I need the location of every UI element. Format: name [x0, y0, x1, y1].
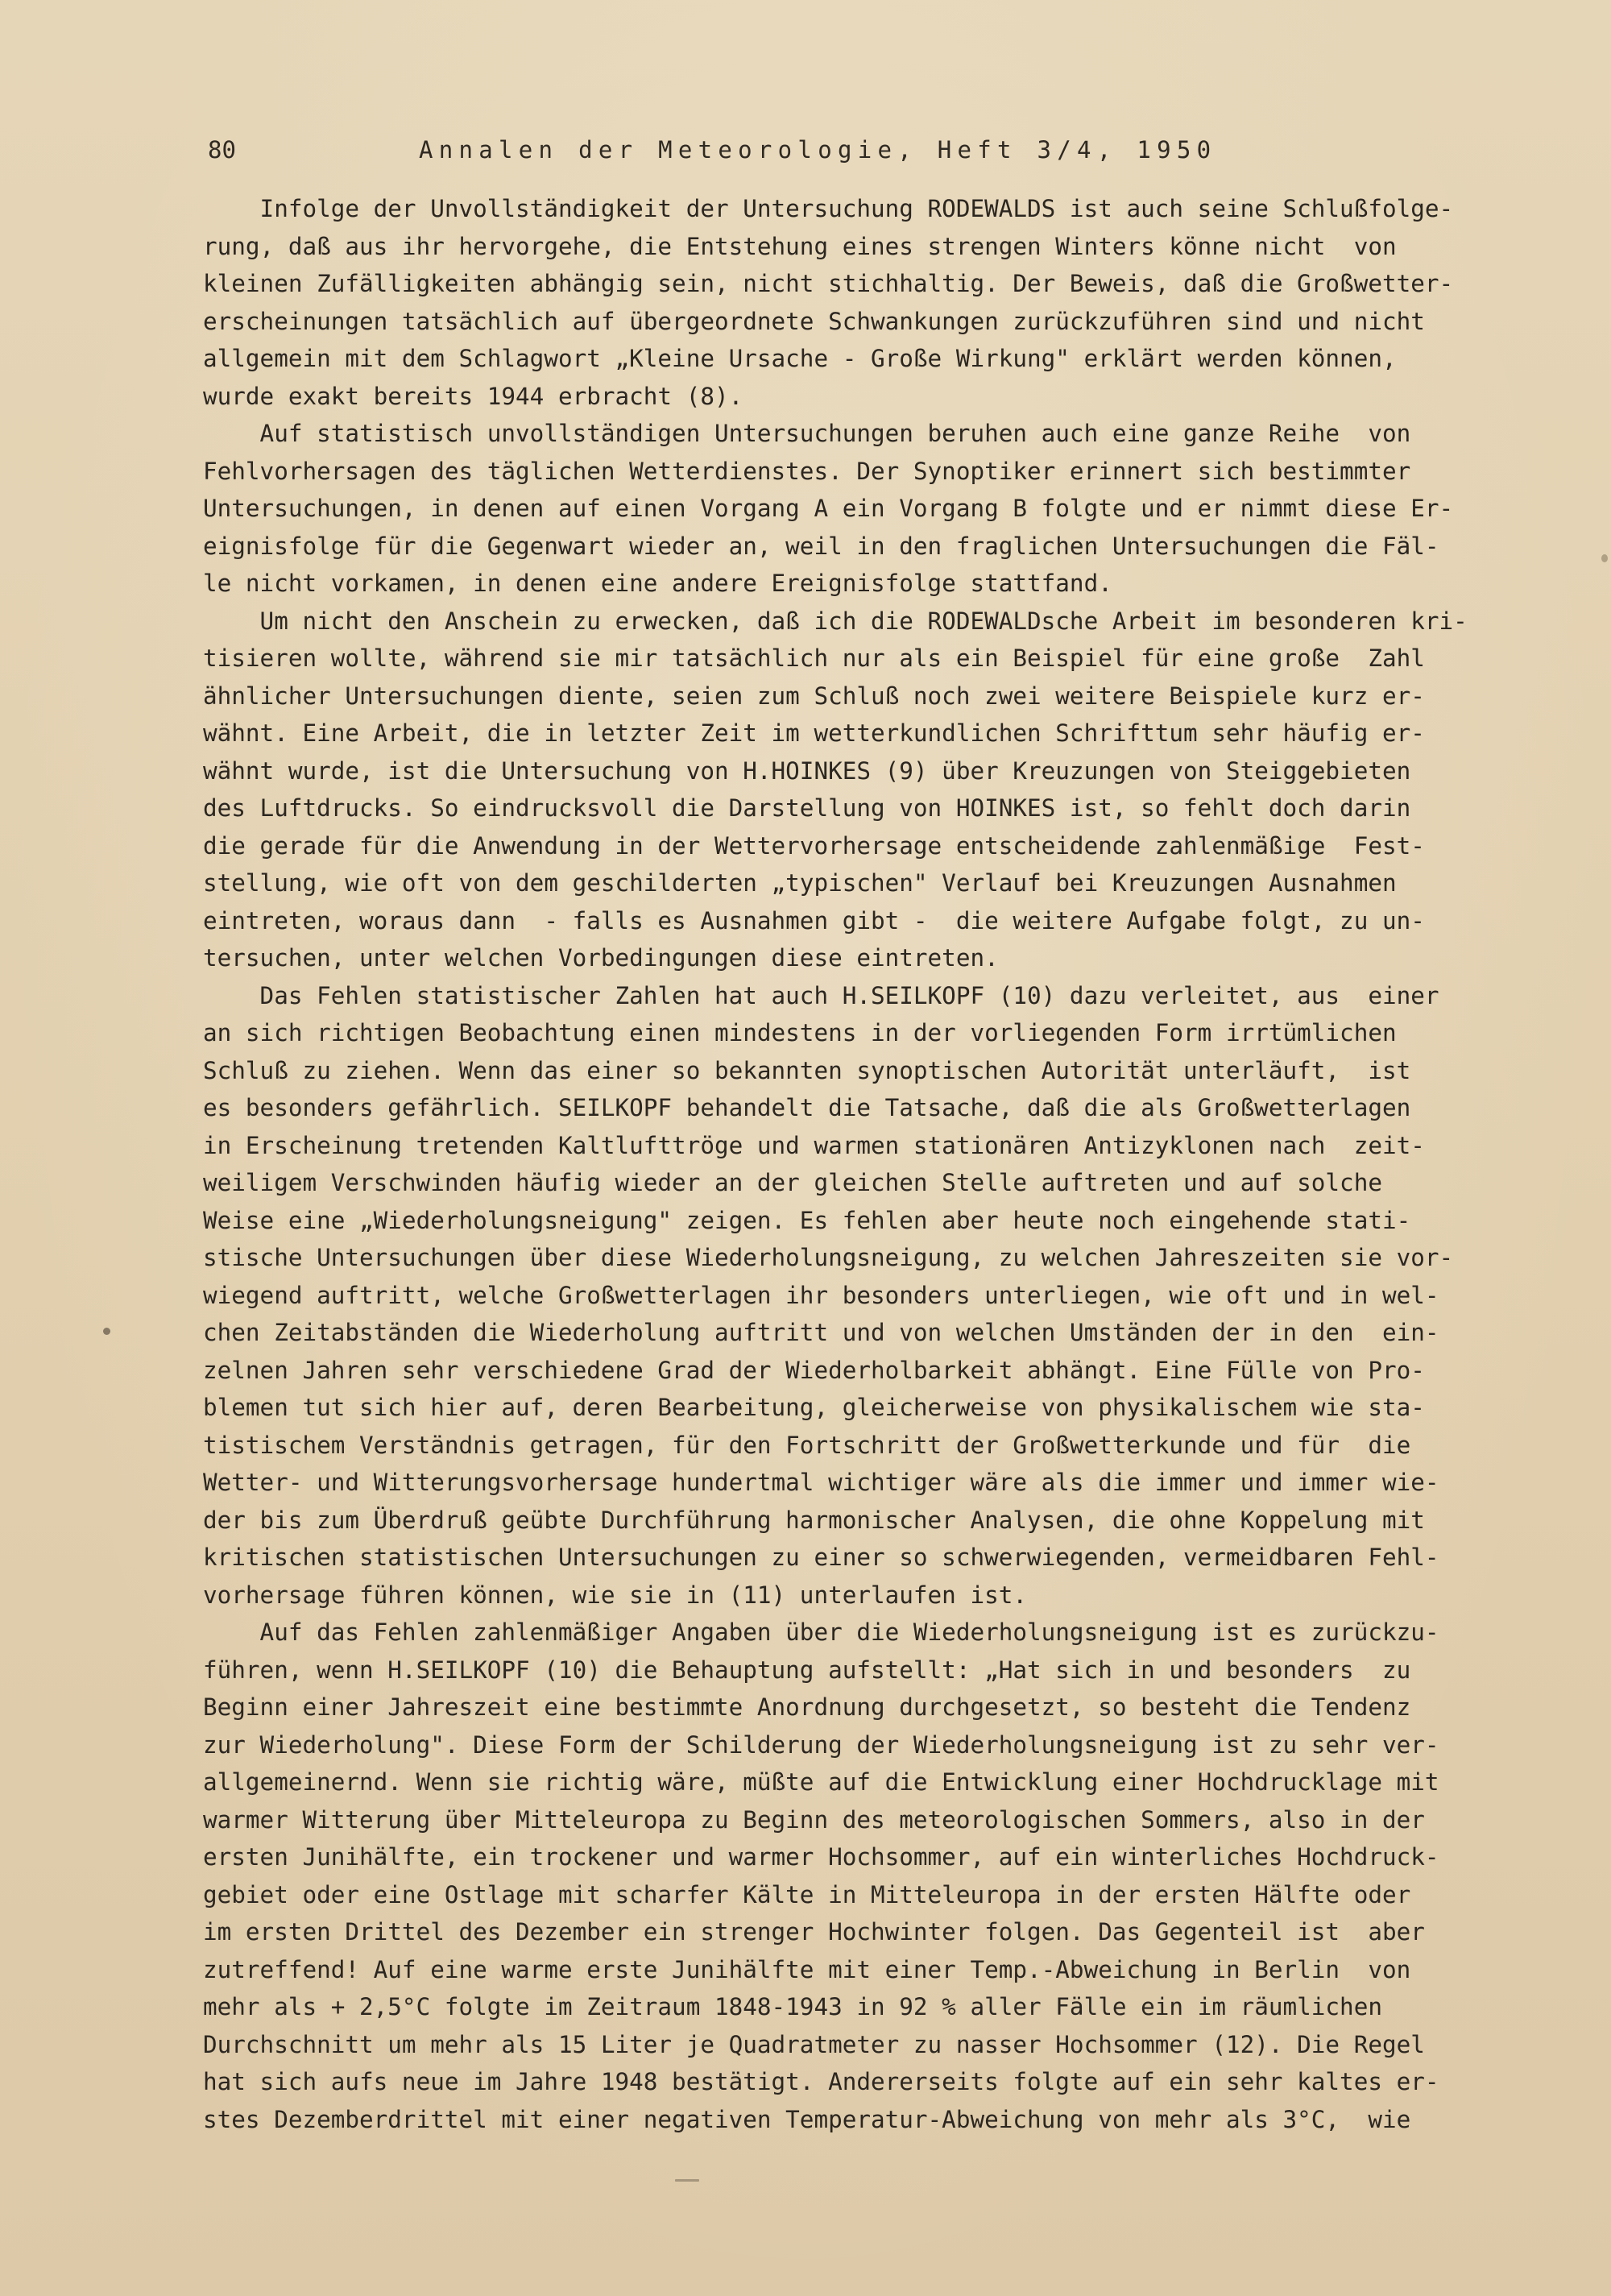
ink-speck [103, 1328, 110, 1335]
text-line: Beginn einer Jahreszeit eine bestimmte Anordnung durchgesetzt, so besteht die Tendenz [203, 1693, 1411, 1721]
text-line: stes Dezemberdrittel mit einer negativen Temperatur-Abweichung von mehr als 3°C, wie [203, 2105, 1411, 2133]
text-line: blemen tut sich hier auf, deren Bearbeitung, gleicherweise von physikalischem wie sta- [203, 1394, 1425, 1421]
text-line: wiegend auftritt, welche Großwetterlagen ihr besonders unterliegen, wie oft und in wel- [203, 1281, 1439, 1309]
text-line: warmer Witterung über Mitteleuropa zu Beginn des meteorologischen Sommers, also in der [203, 1805, 1425, 1834]
body-text [203, 190, 1564, 2138]
text-line: eintreten, woraus dann - falls es Ausnahmen gibt - die weitere Aufgabe folgt, zu un- [203, 906, 1425, 935]
text-line: mehr als + 2,5°C folgte im Zeitraum 1848-1943 in 92 % aller Fälle ein im räumlichen [203, 1993, 1382, 2020]
text-line: die gerade für die Anwendung in der Wettervorhersage entscheidende zahlenmäßige Fest- [203, 831, 1425, 860]
text-line: weiligem Verschwinden häufig wieder an der gleichen Stelle auftreten und auf solche [203, 1169, 1382, 1196]
text-line: tistischem Verständnis getragen, für den Fortschritt der Großwetterkunde und für die [203, 1431, 1411, 1459]
text-line: Schluß zu ziehen. Wenn das einer so bekannten synoptischen Autorität unterläuft, ist [203, 1056, 1411, 1084]
text-line: rung, daß aus ihr hervorgehe, die Entstehung eines strengen Winters könne nicht von [203, 232, 1397, 260]
text-line: im ersten Drittel des Dezember ein strenger Hochwinter folgen. Das Gegenteil ist aber [203, 1918, 1425, 1946]
text-line: Durchschnitt um mehr als 15 Liter je Quadratmeter zu nasser Hochsommer (12). Die Regel [203, 2030, 1425, 2058]
running-header [208, 132, 1440, 168]
text-line: Wetter- und Witterungsvorhersage hundertmal wichtiger wäre als die immer und immer wie- [203, 1469, 1439, 1496]
text-line: le nicht vorkamen, in denen eine andere Ereignisfolge stattfand. [203, 570, 1112, 597]
text-line: gebiet oder eine Ostlage mit scharfer Kälte in Mitteleuropa in der ersten Hälfte oder [203, 1880, 1411, 1908]
text-line: wähnt wurde, ist die Untersuchung von H.HOINKES (9) über Kreuzungen von Steiggebieten [203, 756, 1411, 785]
text-line: führen, wenn H.SEILKOPF (10) die Behauptung aufstellt: „Hat sich in und besonders zu [203, 1656, 1411, 1684]
text-line: vorhersage führen können, wie sie in (11) unterlaufen ist. [203, 1581, 1028, 1609]
text-line: hat sich aufs neue im Jahre 1948 bestätigt. Andererseits folgte auf ein sehr kaltes er- [203, 2068, 1439, 2095]
ink-speck [675, 2179, 699, 2182]
text-line: wähnt. Eine Arbeit, die in letzter Zeit im wetterkundlichen Schrifttum sehr häufig er- [203, 719, 1425, 747]
text-line: wurde exakt bereits 1944 erbracht (8). [203, 382, 743, 410]
text-line: des Luftdrucks. So eindrucksvoll die Darstellung von HOINKES ist, so fehlt doch darin [203, 794, 1411, 822]
text-line: Um nicht den Anschein zu erwecken, daß ich die RODEWALDsche Arbeit im besonderen kri- [203, 607, 1468, 635]
text-line: chen Zeitabständen die Wiederholung auftritt und von welchen Umständen der in den ein- [203, 1319, 1439, 1346]
text-line: Fehlvorhersagen des täglichen Wetterdienstes. Der Synoptiker erinnert sich bestimmter [203, 457, 1411, 485]
text-line: kritischen statistischen Untersuchungen zu einer so schwerwiegenden, vermeidbaren Fehl- [203, 1544, 1439, 1571]
text-line: erscheinungen tatsächlich auf übergeordnete Schwankungen zurückzuführen sind und nicht [203, 307, 1425, 335]
text-line: ersten Junihälfte, ein trockener und warmer Hochsommer, auf ein winterliches Hochdruck- [203, 1843, 1439, 1871]
text-line: Untersuchungen, in denen auf einen Vorgang A ein Vorgang B folgte und er nimmt diese Er- [203, 495, 1454, 522]
text-line: zelnen Jahren sehr verschiedene Grad der Wiederholbarkeit abhängt. Eine Fülle von Pro- [203, 1356, 1425, 1384]
text-line: Das Fehlen statistischer Zahlen hat auch H.SEILKOPF (10) dazu verleitet, aus einer [203, 981, 1439, 1009]
text-line: stische Untersuchungen über diese Wiederholungsneigung, zu welchen Jahreszeiten sie vor- [203, 1244, 1454, 1271]
text-line: der bis zum Überdruß geübte Durchführung harmonischer Analysen, die ohne Koppelung mit [203, 1506, 1425, 1534]
text-line: tisieren wollte, während sie mir tatsächlich nur als ein Beispiel für eine große Zahl [203, 644, 1425, 672]
text-line: an sich richtigen Beobachtung einen mindestens in der vorliegenden Form irrtümlichen [203, 1019, 1397, 1046]
text-line: zur Wiederholung". Diese Form der Schilderung der Wiederholungsneigung ist zu sehr ver- [203, 1730, 1439, 1759]
page-number: 80 [208, 136, 236, 164]
journal-title-line: Annalen der Meteorologie, Heft 3/4, 1950 [419, 136, 1217, 164]
text-line: ähnlicher Untersuchungen diente, seien zum Schluß noch zwei weitere Beispiele kurz er- [203, 682, 1425, 710]
text-line: tersuchen, unter welchen Vorbedingungen diese eintreten. [203, 944, 999, 972]
paper-crease-mark [1601, 554, 1608, 562]
text-line: Auf statistisch unvollständigen Untersuchungen beruhen auch eine ganze Reihe von [203, 420, 1411, 447]
text-line: zutreffend! Auf eine warme erste Junihälfte mit einer Temp.-Abweichung in Berlin von [203, 1955, 1411, 1983]
text-line: allgemeinernd. Wenn sie richtig wäre, müßte auf die Entwicklung einer Hochdrucklage mit [203, 1768, 1439, 1796]
text-line: kleinen Zufälligkeiten abhängig sein, nicht stichhaltig. Der Beweis, daß die Großwetter- [203, 270, 1454, 297]
text-line: stellung, wie oft von dem geschilderten „typischen" Verlauf bei Kreuzungen Ausnahmen [203, 869, 1397, 897]
text-line: in Erscheinung tretenden Kaltlufttröge und warmen stationären Antizyklonen nach zeit- [203, 1131, 1425, 1159]
text-line: Infolge der Unvollständigkeit der Untersuchung RODEWALDS ist auch seine Schlußfolge- [203, 195, 1454, 222]
text-line: Weise eine „Wiederholungsneigung" zeigen. Es fehlen aber heute noch eingehende stati- [203, 1206, 1411, 1234]
text-line: allgemein mit dem Schlagwort „Kleine Ursache - Große Wirkung" erklärt werden können, [203, 345, 1397, 372]
text-line: es besonders gefährlich. SEILKOPF behandelt die Tatsache, daß die als Großwetterlagen [203, 1094, 1411, 1121]
text-line: eignisfolge für die Gegenwart wieder an, weil in den fraglichen Untersuchungen die Fäl- [203, 532, 1439, 560]
text-line: Auf das Fehlen zahlenmäßiger Angaben über die Wiederholungsneigung ist es zurückzu- [203, 1618, 1439, 1646]
